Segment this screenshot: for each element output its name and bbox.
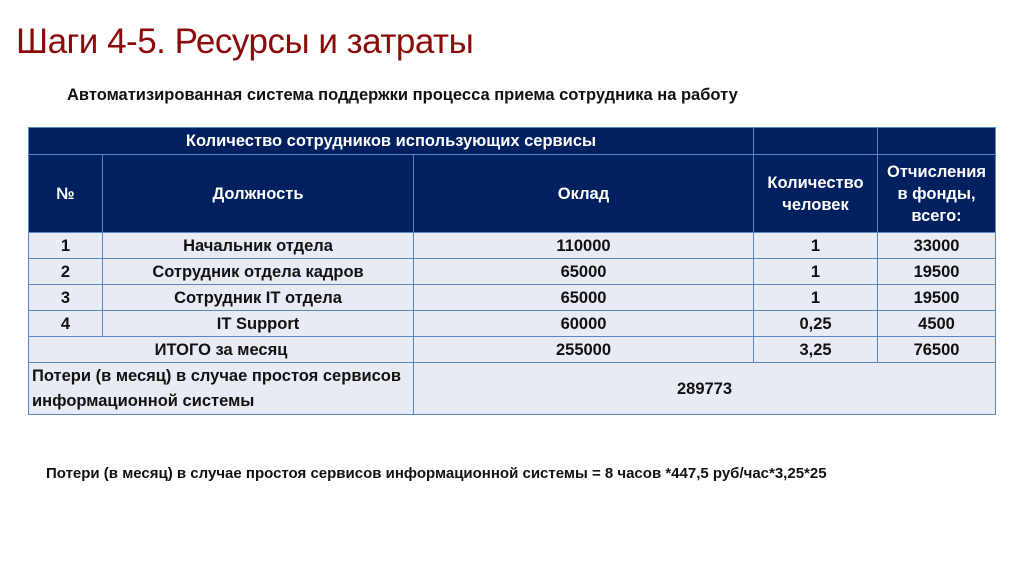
slide-title: Шаги 4-5. Ресурсы и затраты xyxy=(16,22,474,61)
slide-subtitle: Автоматизированная система поддержки процесса приема сотрудника на работу xyxy=(67,86,738,104)
table-row xyxy=(29,311,996,337)
loss-value: 289773 xyxy=(414,363,996,415)
group-header: Количество сотрудников использующих сервисы xyxy=(29,128,754,155)
cell-position: Сотрудник IT отдела xyxy=(103,285,414,311)
col-header-position: Должность xyxy=(103,155,414,233)
cell-salary: 65000 xyxy=(414,285,754,311)
cell-num: 2 xyxy=(29,259,103,285)
cell-position: Начальник отдела xyxy=(103,233,414,259)
table-row xyxy=(29,233,996,259)
cell-num: 1 xyxy=(29,233,103,259)
cell-salary: 60000 xyxy=(414,311,754,337)
loss-formula: Потери (в месяц) в случае простоя сервисов информационной системы = 8 часов *447,5 руб/час*3,25*25 xyxy=(46,465,827,482)
loss-label: Потери (в месяц) в случае простоя сервисов информационной системы xyxy=(29,363,414,415)
cell-count: 1 xyxy=(754,285,878,311)
col-header-contrib: Отчисления в фонды, всего: xyxy=(878,155,996,233)
cell-count: 1 xyxy=(754,259,878,285)
col-header-num: № xyxy=(29,155,103,233)
cell-position: IT Support xyxy=(103,311,414,337)
loss-row xyxy=(29,363,996,415)
cell-count: 0,25 xyxy=(754,311,878,337)
cell-contrib: 19500 xyxy=(878,285,996,311)
table-row xyxy=(29,259,996,285)
cell-num: 4 xyxy=(29,311,103,337)
cell-salary: 110000 xyxy=(414,233,754,259)
cell-count: 1 xyxy=(754,233,878,259)
total-label: ИТОГО за месяц xyxy=(29,337,414,363)
total-row xyxy=(29,337,996,363)
cell-contrib: 4500 xyxy=(878,311,996,337)
cell-contrib: 33000 xyxy=(878,233,996,259)
empty-header-cell xyxy=(754,128,878,155)
cell-salary: 65000 xyxy=(414,259,754,285)
empty-header-cell xyxy=(878,128,996,155)
cell-position: Сотрудник отдела кадров xyxy=(103,259,414,285)
col-header-salary: Оклад xyxy=(414,155,754,233)
table-row xyxy=(29,285,996,311)
cell-contrib: 19500 xyxy=(878,259,996,285)
col-header-count: Количество человек xyxy=(754,155,878,233)
resources-table xyxy=(28,127,996,415)
total-contrib: 76500 xyxy=(878,337,996,363)
total-salary: 255000 xyxy=(414,337,754,363)
table-header-row xyxy=(29,155,996,233)
cell-num: 3 xyxy=(29,285,103,311)
table-group-header-row xyxy=(29,128,996,155)
total-count: 3,25 xyxy=(754,337,878,363)
